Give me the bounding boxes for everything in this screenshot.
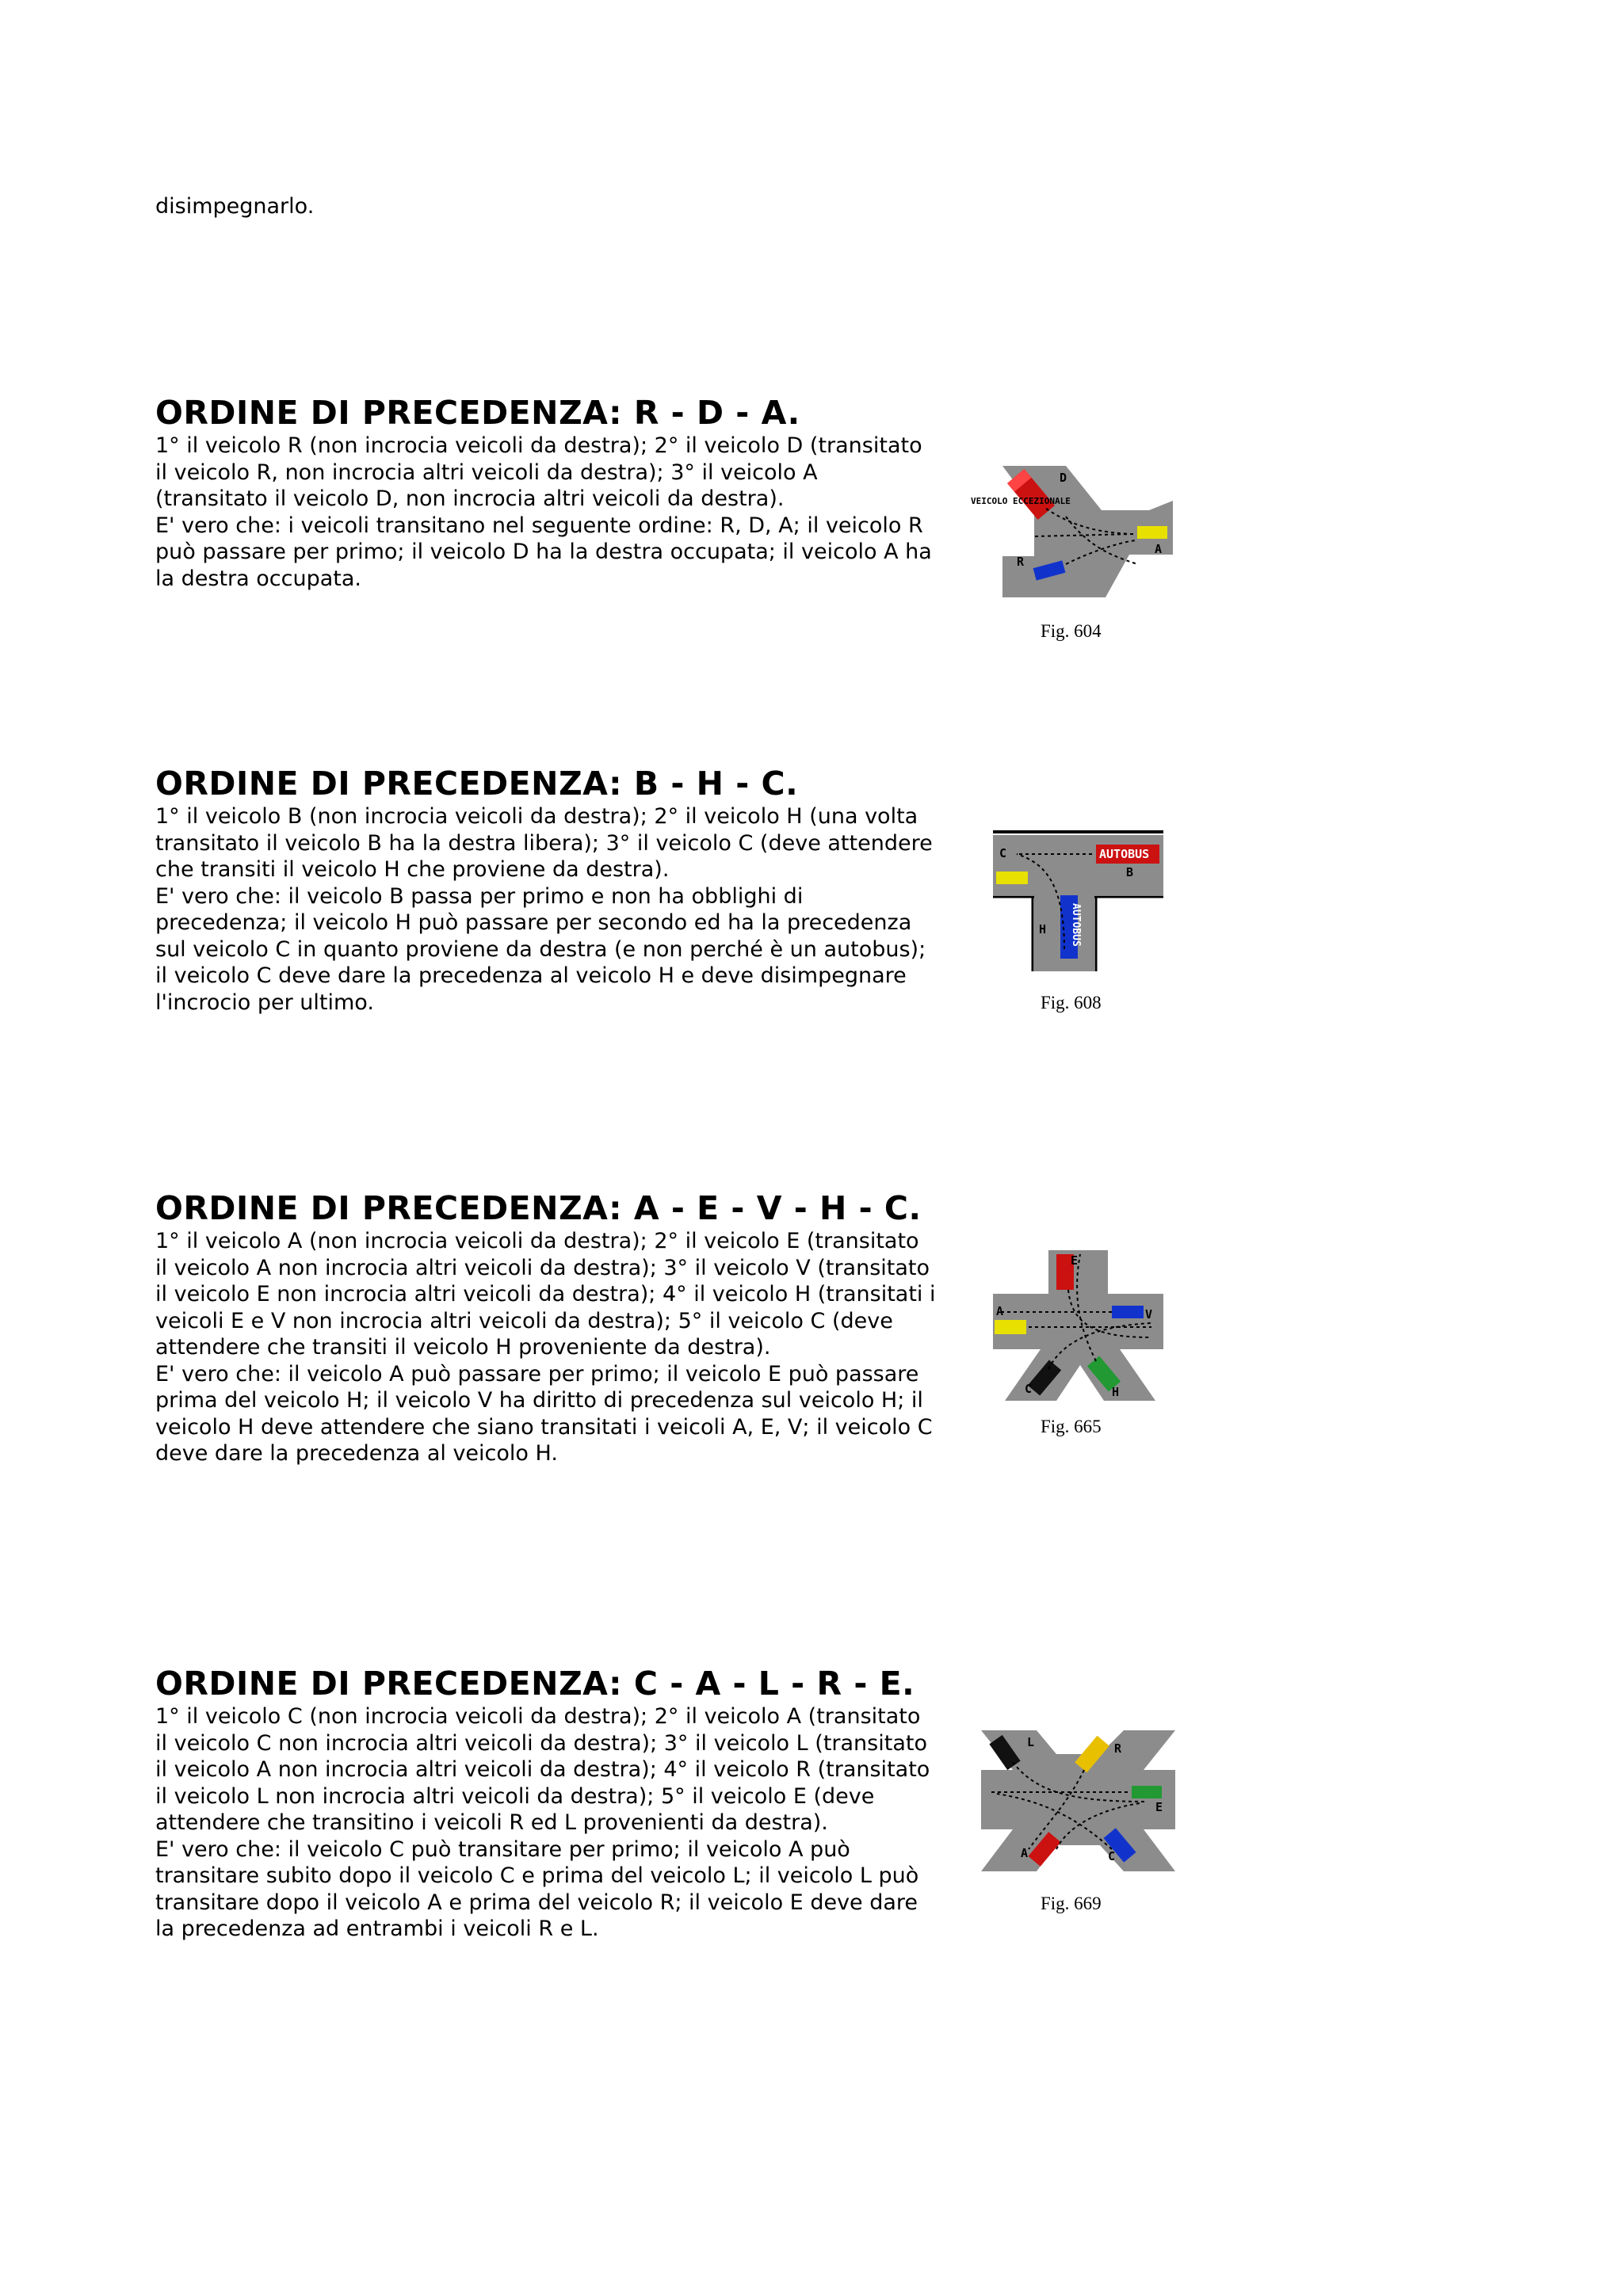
intersection-diagram [981,1730,1175,1871]
label-a: A [1155,542,1163,556]
label-h: H [1112,1385,1120,1399]
label-l: L [1027,1735,1035,1749]
label-r: R [1017,555,1025,569]
intersection-diagram [971,461,1173,600]
label-c: C [1025,1382,1033,1396]
section-title: ORDINE DI PRECEDENZA: B - H - C. [155,765,799,803]
figure-caption: Fig. 669 [1041,1894,1102,1913]
bus-label: AUTOBUS [1099,847,1150,861]
label-c: C [1108,1849,1116,1863]
section-title: ORDINE DI PRECEDENZA: C - A - L - R - E. [155,1665,915,1703]
figure-608 [993,830,1163,971]
label-b: B [1126,865,1134,879]
label-a: A [996,1304,1004,1318]
intro-text: disimpegnarlo. [155,194,315,219]
section-title: ORDINE DI PRECEDENZA: A - E - V - H - C. [155,1189,922,1227]
section-1 [155,393,948,592]
section-3 [155,1188,948,1467]
intersection-diagram [993,830,1163,971]
section-text: 1° il veicolo C (non incrocia veicoli da destra); 2° il veicolo A (transitato il veicolo C non incrocia altri veicoli da destra); 3° il veicolo L (transitato il veicolo A non incrocia altri veicoli da destra); 4° il veicolo R (transitato il veicolo L non incrocia altri veicoli da destra); 5° il veicolo E (deve attendere che transitino i veicoli R ed L provenienti da destra). E' vero che: il veicolo C può transitare per primo; il veicolo A può transitare subito dopo il veicolo C e prima del veicolo L; il veicolo L può transitare dopo il veicolo A e prima del veicolo R; il veicolo E deve dare la precedenza ad entrambi i veicoli R e L. [155,1704,930,1941]
figure-caption: Fig. 665 [1041,1417,1102,1436]
intersection-diagram [993,1250,1163,1401]
section-text: 1° il veicolo R (non incrocia veicoli da destra); 2° il veicolo D (transitato il veicolo R, non incrocia altri veicoli da destra); 3° il veicolo A (transitato il veicolo D, non incrocia altri veicoli da destra). E' vero che: i veicoli transitano nel seguente ordine: R, D, A; il veicolo R può passare per primo; il veicolo D ha la destra occupata; il veicolo A ha la destra occupata. [155,433,932,591]
label-r: R [1114,1741,1122,1756]
section-4 [155,1664,948,1943]
sign-label: VEICOLO ECCEZIONALE [971,496,1071,506]
bus-label-vertical: AUTOBUS [1070,903,1082,947]
section-text: 1° il veicolo A (non incrocia veicoli da destra); 2° il veicolo E (transitato il veicolo A non incrocia altri veicoli da destra); 3° il veicolo V (transitato il veicolo E non incrocia altri veicoli da destra); 4° il veicolo H (transitati i veicoli E e V non incrocia altri veicoli da destra); 5° il veicolo C (deve attendere che transiti il veicolo H proveniente da destra). E' vero che: il veicolo A può passare per primo; il veicolo E può passare prima del veicolo H; il veicolo V ha diritto di precedenza sul veicolo H; il veicolo H deve attendere che siano transitati i veicoli A, E, V; il veicolo C deve dare la precedenza al veicolo H. [155,1229,936,1466]
label-h: H [1039,922,1047,936]
label-e: E [1071,1253,1079,1268]
section-title: ORDINE DI PRECEDENZA: R - D - A. [155,394,800,432]
figure-669 [981,1730,1175,1871]
section-text: 1° il veicolo B (non incrocia veicoli da destra); 2° il veicolo H (una volta transitato il veicolo B ha la destra libera); 3° il veicolo C (deve attendere che transiti il veicolo H che proviene da destra). E' vero che: il veicolo B passa per primo e non ha obblighi di precedenza; il veicolo H può passare per secondo ed ha la precedenza sul veicolo C in quanto proviene da destra (e non perché è un autobus); il veicolo C deve dare la precedenza al veicolo H e deve disimpegnare l'incrocio per ultimo. [155,804,933,1015]
figure-604 [971,461,1173,600]
figure-665 [993,1250,1163,1401]
figure-caption: Fig. 608 [1041,993,1102,1013]
label-e: E [1155,1800,1163,1814]
section-2 [155,764,948,1016]
label-a: A [1021,1846,1029,1860]
label-v: V [1145,1307,1153,1322]
label-d: D [1060,471,1067,485]
label-c: C [999,846,1007,860]
figure-caption: Fig. 604 [1041,621,1102,641]
